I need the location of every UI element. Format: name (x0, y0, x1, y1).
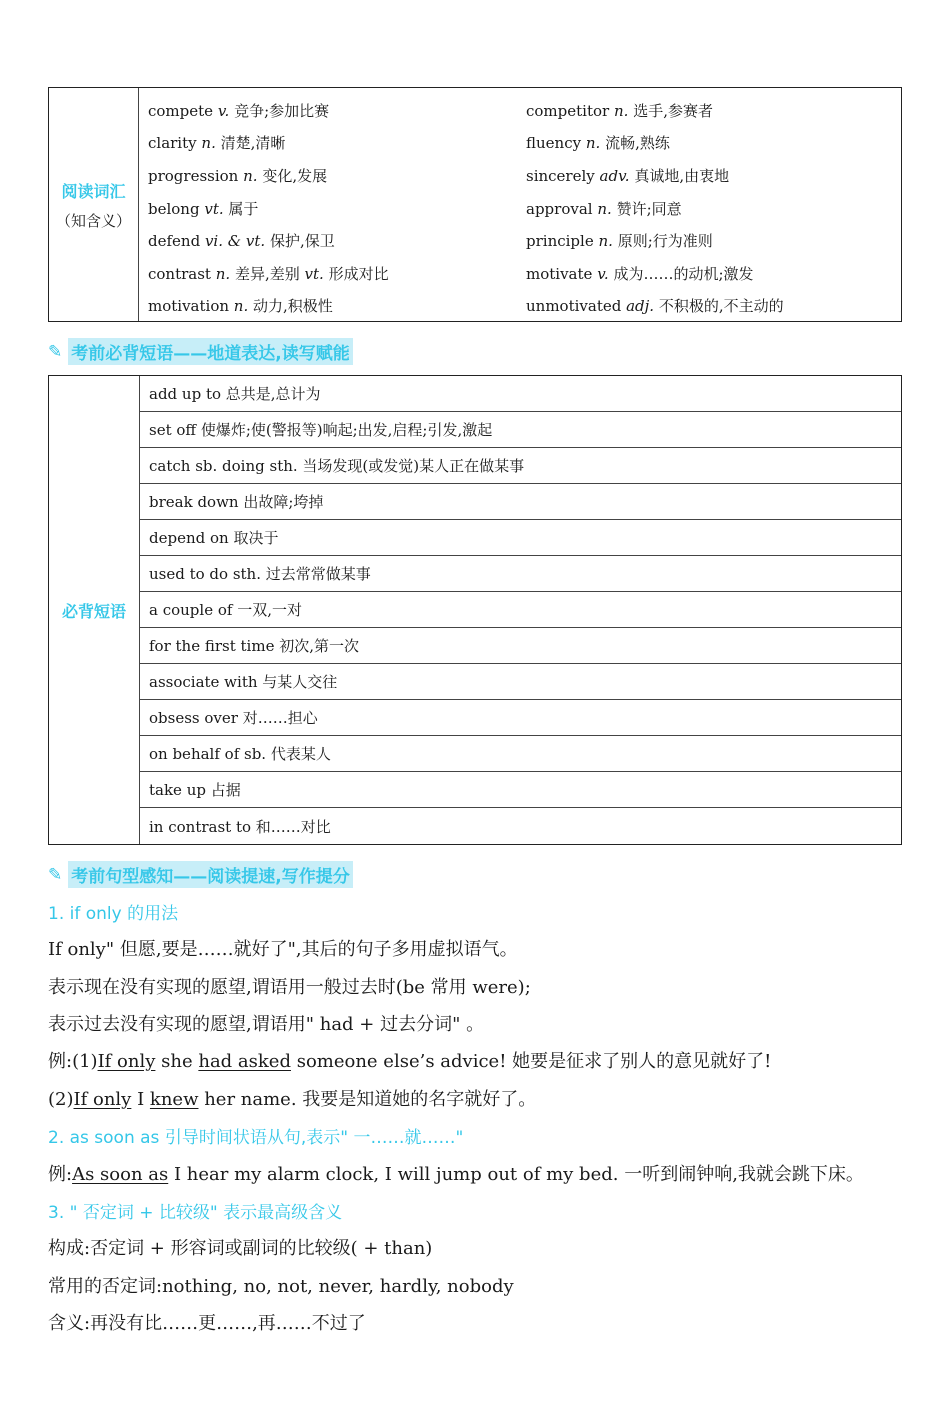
reading-vocab-list (139, 88, 901, 321)
phrase-row: in contrast to 和……对比 (149, 817, 331, 836)
grammar-heading-2: 2. as soon as 引导时间状语从句,表示" 一……就……" (48, 1128, 464, 1148)
phrase-row: obsess over 对……担心 (140, 700, 901, 736)
vocab-row: defend vi. & vt. 保护,保卫 principle n. 原则;行为准则 (148, 232, 713, 251)
grammar-heading-3: 3. " 否定词 + 比较级" 表示最高级含义 (48, 1203, 343, 1223)
vocab-row: progression n. 变化,发展 sincerely adv. 真诚地,由衷地 (148, 166, 730, 185)
phrase-row: catch sb. doing sth. 当场发现(或发觉)某人正在做某事 (140, 448, 901, 484)
phrases-section-title: ✎ 考前必背短语——地道表达,读写赋能 (48, 338, 353, 365)
phrase-row: set off 使爆炸;使(警报等)响起;出发,启程;引发,激起 (140, 412, 901, 448)
pencil-icon: ✎ (48, 341, 63, 362)
grammar-text: 表示过去没有实现的愿望,谓语用" had + 过去分词" 。 (48, 1014, 485, 1035)
phrase-row: depend on 取决于 (140, 520, 901, 556)
vocab-row: compete v. 竞争;参加比赛 competitor n. 选手,参赛者 (148, 101, 713, 120)
phrase-row: for the first time 初次,第一次 (140, 628, 901, 664)
grammar-text: 常用的否定词:nothing, no, not, never, hardly, nobody (48, 1276, 514, 1297)
grammar-text: If only" 但愿,要是……就好了",其后的句子多用虚拟语气。 (48, 939, 518, 960)
example-sentence-1: 例:(1)If only she had asked someone else’s advice! 她要是征求了别人的意见就好了! (48, 1051, 772, 1072)
phrase-row: used to do sth. 过去常常做某事 (140, 556, 901, 592)
phrase-row: a couple of 一双,一对 (140, 592, 901, 628)
grammar-text: 含义:再没有比……更……,再……不过了 (48, 1313, 366, 1334)
phrases-table (48, 375, 902, 845)
phrase-row: associate with 与某人交往 (140, 664, 901, 700)
reading-vocab-title: 阅读词汇 (61, 181, 126, 201)
sentence-patterns-section-title: ✎ 考前句型感知——阅读提速,写作提分 (48, 861, 353, 888)
grammar-text: 构成:否定词 + 形容词或副词的比较级( + than) (48, 1238, 433, 1259)
reading-vocab-table (48, 87, 902, 322)
vocab-row: belong vt. 属于 approval n. 赞许;同意 (148, 199, 682, 218)
pencil-icon: ✎ (48, 864, 63, 885)
phrases-list (140, 376, 901, 844)
example-sentence-3: 例:As soon as I hear my alarm clock, I will jump out of my bed. 一听到闹钟响,我就会跳下床。 (48, 1164, 864, 1185)
reading-vocab-label (49, 88, 139, 321)
phrases-label: 必背短语 (49, 376, 140, 844)
vocab-row: motivation n. 动力,积极性 unmotivated adj. 不积极的,不主动的 (148, 297, 784, 316)
phrase-row: on behalf of sb. 代表某人 (140, 736, 901, 772)
phrase-row: take up 占据 (140, 772, 901, 808)
reading-vocab-subtitle: （知含义） (55, 211, 131, 230)
example-sentence-2: (2)If only I knew her name. 我要是知道她的名字就好了。 (48, 1089, 537, 1110)
phrase-row: add up to 总共是,总计为 (140, 376, 901, 412)
vocab-row: contrast n. 差异,差别 vt. 形成对比 motivate v. 成为……的动机;激发 (148, 264, 754, 283)
phrase-row: break down 出故障;垮掉 (140, 484, 901, 520)
grammar-heading-1: 1. if only 的用法 (48, 904, 179, 924)
grammar-text: 表示现在没有实现的愿望,谓语用一般过去时(be 常用 were); (48, 977, 531, 998)
vocab-row: clarity n. 清楚,清晰 fluency n. 流畅,熟练 (148, 134, 670, 153)
